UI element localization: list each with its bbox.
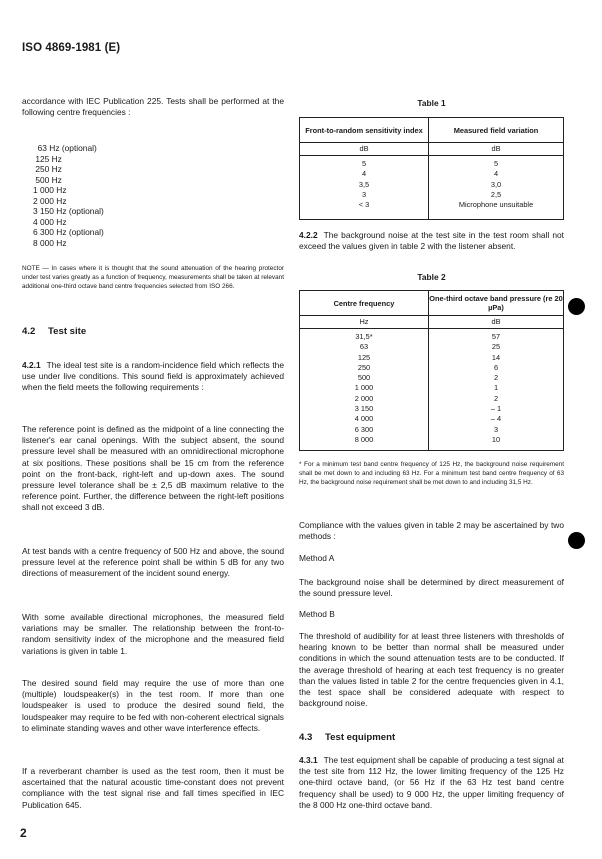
500hz-paragraph: At test bands with a centre frequency of 500 Hz and above, the sound pressure level at the reference point shall be within 5 dB for any two directions of measurement of the incident sound energy. bbox=[22, 546, 284, 579]
table-cell: 3 bbox=[493, 424, 499, 434]
subsection-text: The background noise at the test site in the test room shall not exceed the values given in table 2 with the listener absent. bbox=[299, 230, 564, 252]
table-cell: 3,0 bbox=[490, 179, 502, 189]
document-header: ISO 4869-1981 (E) bbox=[22, 42, 121, 54]
section-number: 4.3 bbox=[299, 732, 313, 743]
section-number: 4.2 bbox=[22, 326, 36, 337]
table-cell: 25 bbox=[491, 342, 501, 352]
method-b-paragraph: The threshold of audibility for at least three listeners with thresholds of hearing known to be better than normal shall be measured under conditions in which the sound attenuation tests are to be conducted. If the average threshold of hearing at each test frequency is no greater than the values listed in table 2 for the centre frequencies given in 4.1, the test space shall be considered adequate with respect to background noise. bbox=[299, 631, 564, 709]
section-4-2-heading bbox=[22, 326, 86, 337]
reverberant-paragraph: If a reverberant chamber is used as the test room, then it must be ascertained that the natural acoustic time-constant does not prevent compliance with the test signal rise and fall times specified in IEC Publication 645. bbox=[22, 766, 284, 810]
page-number: 2 bbox=[20, 826, 27, 840]
subsection-number: 4.2.2 bbox=[299, 230, 318, 240]
table-cell: 57 bbox=[491, 332, 501, 341]
table-cell: 3,5 bbox=[358, 179, 370, 189]
frequency-item: 125 Hz bbox=[33, 153, 62, 164]
frequency-item: 63 Hz (optional) bbox=[33, 143, 97, 153]
table-cell: 125 bbox=[357, 352, 371, 362]
table-cell: 2 000 bbox=[354, 393, 374, 403]
frequency-item: 4 000 Hz bbox=[33, 216, 67, 227]
table-cell: 1 000 bbox=[354, 383, 374, 393]
subsection-number: 4.2.1 bbox=[22, 360, 41, 370]
table-cell: 10 bbox=[491, 434, 501, 444]
table-cell: 6 300 bbox=[354, 424, 374, 434]
table-cell: 31,5* bbox=[355, 332, 373, 341]
table-cell: 3 150 bbox=[354, 404, 374, 414]
table-2-footnote: * For a minimum test band centre frequency of 125 Hz, the background noise requirement shall be met down to and including 63 Hz. For a minimum test band centre frequency of 63 Hz, the background noise requirement shall be met down to and including 31,5 Hz. bbox=[299, 461, 564, 486]
table-cell: – 1 bbox=[490, 404, 502, 414]
table-cell: 250 bbox=[357, 362, 371, 372]
table-cell: 3 bbox=[361, 189, 367, 199]
compliance-paragraph: Compliance with the values given in table 2 may be ascertained by two methods : bbox=[299, 520, 564, 542]
frequency-item: 3 150 Hz (optional) bbox=[33, 206, 104, 216]
table-cell: 6 bbox=[493, 362, 499, 372]
table-1-unit: dB bbox=[300, 143, 429, 156]
table-2 bbox=[299, 290, 564, 451]
table-1-unit: dB bbox=[429, 143, 564, 156]
left-intro bbox=[22, 96, 284, 118]
method-b-label: Method B bbox=[299, 609, 335, 619]
punch-hole-icon bbox=[568, 298, 585, 315]
table-1-column bbox=[429, 156, 564, 220]
table-2-column bbox=[429, 329, 564, 451]
table-cell: 4 bbox=[361, 169, 367, 179]
section-title: Test equipment bbox=[325, 732, 396, 743]
section-4-3-heading bbox=[299, 732, 395, 743]
subsection-text: The ideal test site is a random-incidence field which reflects the use under live conditions. This sound field is approximately achieved when the field meets the following requirements : bbox=[22, 360, 284, 393]
punch-hole-icon bbox=[568, 532, 585, 549]
table-cell: 4 bbox=[493, 169, 499, 179]
table-cell: 1 bbox=[493, 383, 499, 393]
table-1-header: Front-to-random sensitivity index bbox=[300, 118, 429, 143]
intro-paragraph: accordance with IEC Publication 225. Tests shall be performed at the following centre frequencies : bbox=[22, 96, 284, 118]
table-2-unit: dB bbox=[429, 316, 564, 329]
table-2-header: Centre frequency bbox=[300, 291, 429, 316]
table-cell: 2,5 bbox=[490, 189, 502, 199]
section-4-2-2 bbox=[299, 230, 564, 252]
table-cell: 8 000 bbox=[354, 434, 374, 444]
section-4-2-1 bbox=[22, 360, 284, 394]
table-1-header: Measured field variation bbox=[429, 118, 564, 143]
table-cell: 14 bbox=[491, 352, 501, 362]
table-1-caption: Table 1 bbox=[417, 98, 446, 108]
table-cell: 2 bbox=[493, 373, 499, 383]
microphone-paragraph: With some available directional microphones, the measured field variations may be smaller. The relationship between the front-to-random sensitivity index of the microphone and the measured field variations is given in table 1. bbox=[22, 612, 284, 656]
frequency-item: 2 000 Hz bbox=[33, 195, 67, 206]
subsection-text: The test equipment shall be capable of producing a test signal at the test site from 112 Hz, the lower limiting frequency of the 125 Hz one-third octave band, (or 56 Hz if the 63 Hz test band centre frequency shall be used) to 9 000 Hz, the upper limiting frequency of the 8 000 Hz one-third octave band. bbox=[299, 755, 564, 810]
note-paragraph: NOTE — In cases where it is thought that the sound attenuation of the hearing protector under test varies greatly as a function of frequency, measurements shall be taken at relevant additional one-third octave band centre frequencies selected from ISO 266. bbox=[22, 265, 284, 290]
frequency-item: 1 000 Hz bbox=[33, 185, 67, 195]
frequency-item: 250 Hz bbox=[33, 164, 62, 174]
table-1-column bbox=[300, 156, 429, 220]
table-2-unit: Hz bbox=[300, 316, 429, 329]
section-4-3-1 bbox=[299, 755, 564, 811]
table-2-column bbox=[300, 329, 429, 451]
table-2-caption: Table 2 bbox=[417, 272, 446, 282]
frequency-item: 6 300 Hz (optional) bbox=[33, 227, 104, 237]
loudspeaker-paragraph: The desired sound field may require the use of more than one (multiple) loudspeaker(s) in the test room. If more than one loudspeaker is used to produce the desired sound field, the loudspeaker may require to be fed with non-coherent electrical signals to eliminate standing waves and other wave interference effects. bbox=[22, 678, 284, 733]
frequency-list bbox=[33, 143, 104, 248]
table-cell: – 4 bbox=[490, 414, 502, 424]
table-2-header: One-third octave band pressure (re 20 µPa) bbox=[429, 291, 564, 316]
table-cell: 2 bbox=[493, 393, 499, 403]
method-a-paragraph: The background noise shall be determined by direct measurement of the sound pressure level. bbox=[299, 577, 564, 599]
table-cell: 5 bbox=[361, 159, 367, 168]
section-title: Test site bbox=[48, 326, 87, 337]
subsection-number: 4.3.1 bbox=[299, 755, 318, 765]
table-cell: 4 000 bbox=[354, 414, 374, 424]
table-cell: 500 bbox=[357, 373, 371, 383]
table-cell: 5 bbox=[493, 159, 499, 168]
table-1 bbox=[299, 117, 564, 220]
frequency-item: 500 Hz bbox=[33, 174, 62, 185]
table-cell: Microphone unsuitable bbox=[458, 200, 534, 210]
reference-point-paragraph: The reference point is defined as the midpoint of a line connecting the listener's ear canal openings. With the subject absent, the sound pressure level shall be measured with an omnidirectional microphone at six positions. These positions shall be 15 cm from the reference point on the front-back, right-left and up-down axes. The sound pressure level tolerance shall be ± 2,5 dB maximum relative to the reference point. Further, the difference between the right-left positions shall not exceed 3 dB. bbox=[22, 424, 284, 513]
table-cell: 63 bbox=[359, 342, 369, 352]
frequency-item: 8 000 Hz bbox=[33, 237, 67, 248]
table-cell: < 3 bbox=[358, 200, 370, 210]
method-a-label: Method A bbox=[299, 553, 335, 563]
